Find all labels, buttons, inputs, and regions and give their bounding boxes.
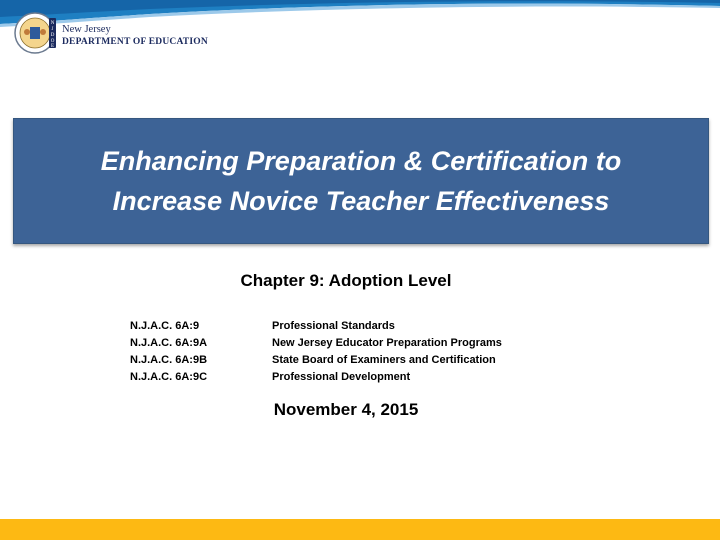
logo-letter: J: [51, 27, 54, 32]
department-name: DEPARTMENT OF EDUCATION: [62, 37, 208, 47]
logo-letter: D: [50, 33, 55, 38]
regulation-desc: Professional Development: [272, 371, 411, 383]
chapter-subtitle: Chapter 9: Adoption Level: [240, 271, 452, 290]
regulation-row: [130, 335, 502, 352]
regulation-code: N.J.A.C. 6A:9A: [130, 337, 208, 349]
title-line-2: Increase Novice Teacher Effectiveness: [112, 186, 610, 216]
regulation-desc: State Board of Examiners and Certification: [272, 354, 496, 366]
presentation-date: November 4, 2015: [273, 400, 419, 419]
regulation-desc: New Jersey Educator Preparation Programs: [272, 337, 502, 349]
regulation-row: [130, 318, 502, 335]
regulation-code: N.J.A.C. 6A:9: [130, 320, 200, 332]
logo-letter: E: [50, 44, 55, 49]
regulation-row: [130, 352, 502, 369]
state-name: New Jersey: [62, 24, 111, 35]
regulation-list: [130, 318, 502, 386]
title-banner: [13, 118, 709, 244]
organization-name: [62, 23, 208, 49]
regulation-desc: Professional Standards: [272, 320, 395, 332]
footer-bar: [0, 519, 720, 540]
regulation-row: [130, 369, 502, 386]
njdoe-seal-icon: [14, 12, 56, 54]
logo-letter: N: [50, 21, 55, 26]
logo-letter: O: [50, 39, 55, 44]
title-line-1: Enhancing Preparation & Certification to: [100, 146, 622, 176]
regulation-code: N.J.A.C. 6A:9B: [130, 354, 208, 366]
regulation-code: N.J.A.C. 6A:9C: [130, 371, 208, 383]
slide-title: [101, 141, 622, 221]
